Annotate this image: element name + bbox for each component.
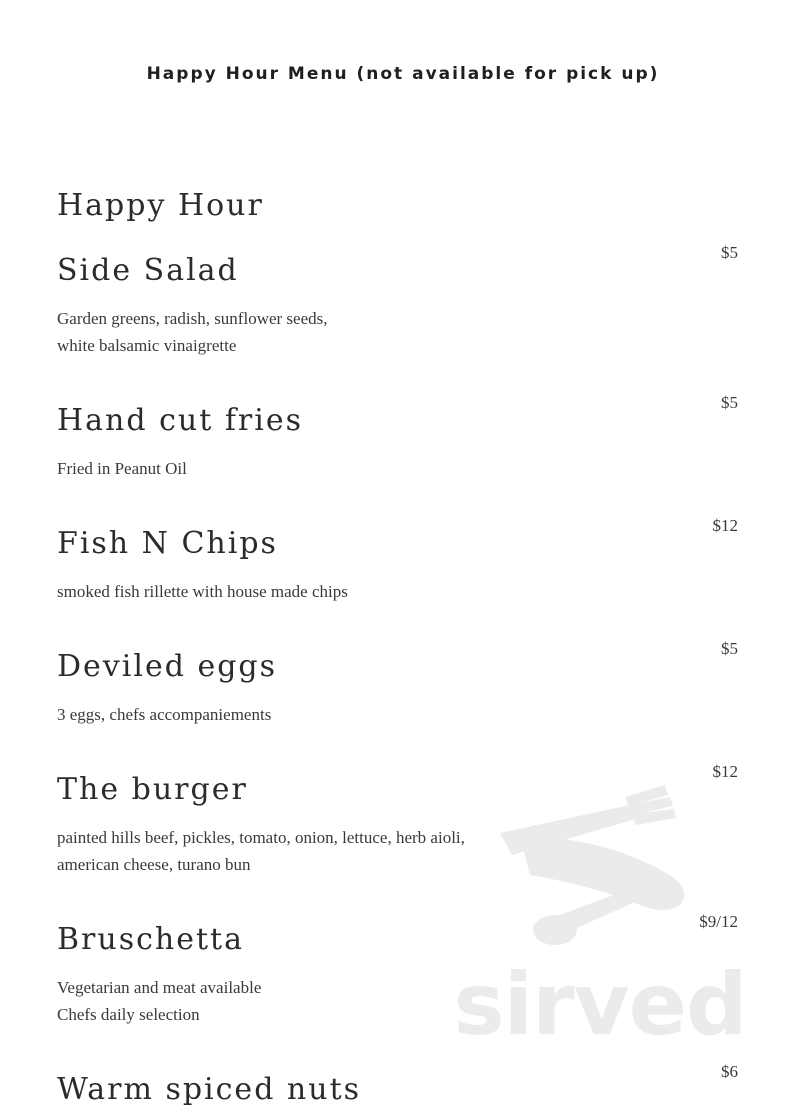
item-description xyxy=(57,824,465,878)
item-description-line: smoked fish rillette with house made chips xyxy=(57,582,348,601)
item-price: $9/12 xyxy=(699,912,738,931)
item-description-line: 3 eggs, chefs accompaniements xyxy=(57,705,272,724)
item-description xyxy=(57,305,328,359)
item-name: Hand cut fries xyxy=(57,403,304,438)
item-price: $5 xyxy=(721,639,738,658)
item-description xyxy=(57,701,271,728)
item-description-line: Garden greens, radish, sunflower seeds, xyxy=(57,309,328,328)
item-description xyxy=(57,974,261,1028)
watermark-text: sirved xyxy=(453,955,747,1055)
item-name: Side Salad xyxy=(57,253,239,288)
item-name: Bruschetta xyxy=(57,922,244,957)
menu-header: Happy Hour Menu (not available for pick up) xyxy=(146,64,660,84)
item-name: Deviled eggs xyxy=(57,649,277,684)
item-description-line: painted hills beef, pickles, tomato, onion, lettuce, herb aioli, xyxy=(57,828,465,847)
section-title: Happy Hour xyxy=(57,188,264,223)
item-name: Warm spiced nuts xyxy=(57,1072,362,1107)
item-description-line: Vegetarian and meat available xyxy=(57,978,262,997)
item-description xyxy=(57,455,187,482)
item-price: $6 xyxy=(721,1062,738,1081)
item-name: Fish N Chips xyxy=(57,526,278,561)
item-description xyxy=(57,578,348,605)
item-description-line: Fried in Peanut Oil xyxy=(57,459,187,478)
item-price: $5 xyxy=(721,243,738,262)
fork-spoon-icon xyxy=(440,775,760,965)
item-description-line: Chefs daily selection xyxy=(57,1005,200,1024)
item-description-line: american cheese, turano bun xyxy=(57,855,251,874)
item-name: The burger xyxy=(57,772,248,807)
item-description-line: white balsamic vinaigrette xyxy=(57,336,237,355)
item-price: $5 xyxy=(721,393,738,412)
item-price: $12 xyxy=(712,516,738,535)
item-price: $12 xyxy=(712,762,738,781)
